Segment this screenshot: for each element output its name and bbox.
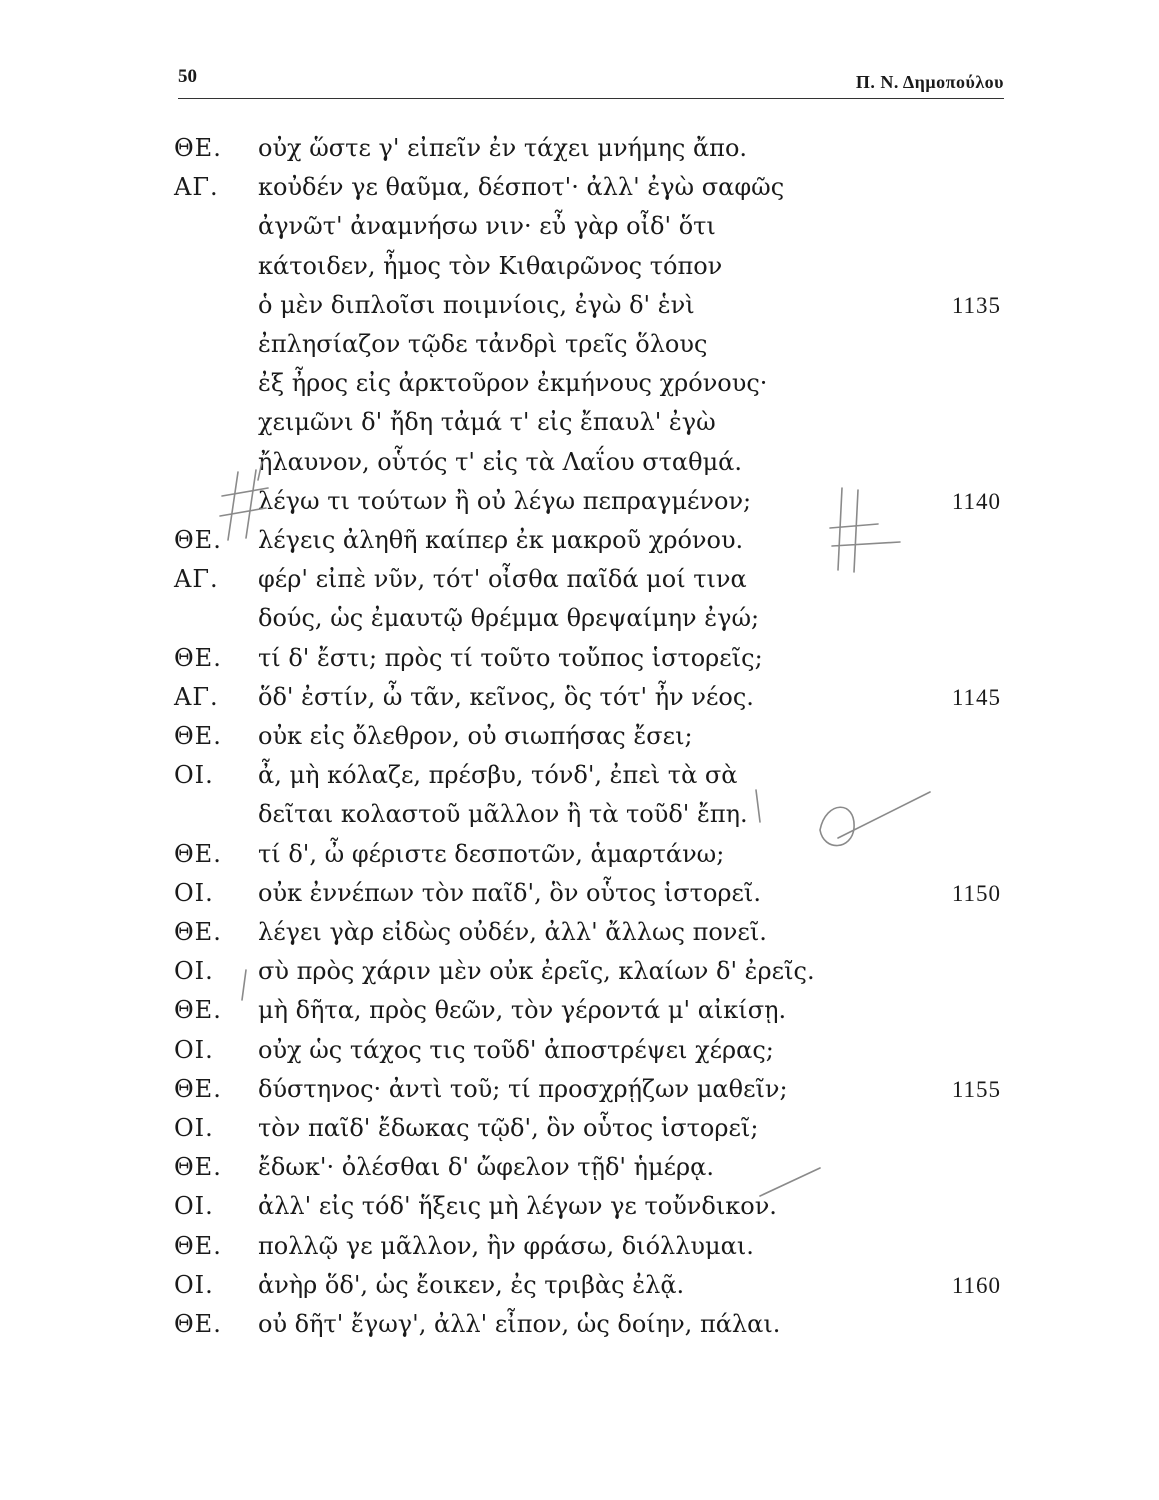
- speaker-label: ΘΕ.: [174, 722, 222, 750]
- verse-text: πολλῷ γε μᾶλλον, ἢν φράσω, διόλλυμαι.: [258, 1231, 754, 1260]
- verse-line: [0, 325, 1159, 364]
- verse-line: [0, 1031, 1159, 1070]
- running-head: Π. Ν. Δημοπούλου: [855, 72, 1004, 92]
- verse-text: δύστηνος· ἀντὶ τοῦ; τί προσχρῄζων μαθεῖν;: [258, 1074, 788, 1103]
- verse-line: [0, 1266, 1159, 1305]
- verse-line: [0, 364, 1159, 403]
- verse-text: ἀγνῶτ' ἀναμνήσω νιν· εὖ γὰρ οἶδ' ὅτι: [258, 212, 716, 241]
- line-number: 1155: [951, 1076, 1001, 1102]
- verse-text: τί δ' ἔστι; πρὸς τί τοῦτο τοὔπος ἱστορεῖς;: [258, 643, 763, 672]
- speaker-label: ΑΓ.: [174, 565, 219, 594]
- verse-text: τὸν παῖδ' ἔδωκας τῷδ', ὃν οὗτος ἱστορεῖ;: [258, 1114, 759, 1142]
- verse-line: [0, 1148, 1159, 1187]
- verse-text: ἤλαυνον, οὗτός τ' εἰς τὰ Λαΐου σταθμά.: [258, 447, 743, 476]
- verse-text: ἆ, μὴ κόλαζε, πρέσβυ, τόνδ', ἐπεὶ τὰ σὰ: [258, 761, 738, 790]
- line-number: 1135: [951, 292, 1001, 318]
- line-number: 1140: [951, 488, 1001, 514]
- line-number: 1150: [951, 880, 1001, 906]
- speaker-label: ΑΓ.: [174, 682, 219, 711]
- verse-line: [0, 952, 1159, 991]
- verse-text: οὐχ ὡς τάχος τις τοῦδ' ἀποστρέψει χέρας;: [258, 1035, 774, 1064]
- verse-line: [0, 207, 1159, 246]
- verse-text: κάτοιδεν, ἦμος τὸν Κιθαιρῶνος τόπον: [258, 251, 723, 280]
- verse-text: ἁνὴρ ὅδ', ὡς ἔοικεν, ἐς τριβὰς ἐλᾷ.: [258, 1270, 685, 1299]
- speaker-label: ΘΕ.: [174, 1231, 222, 1260]
- speaker-label: ΘΕ.: [174, 918, 222, 946]
- speaker-label: ΑΓ.: [174, 173, 219, 202]
- speaker-label: ΘΕ.: [174, 1310, 222, 1338]
- speaker-label: ΟΙ.: [174, 1192, 214, 1221]
- verse-text: οὐ δῆτ' ἔγωγ', ἀλλ' εἶπον, ὡς δοίην, πάλαι.: [258, 1310, 781, 1338]
- speaker-label: ΘΕ.: [174, 996, 222, 1025]
- speaker-label: ΟΙ.: [174, 1114, 214, 1142]
- verse-line: [0, 717, 1159, 756]
- verse-line: [0, 835, 1159, 874]
- verse-line: [0, 1070, 1159, 1109]
- verse-text: ἐπλησίαζον τῷδε τἀνδρὶ τρεῖς ὅλους: [258, 330, 708, 358]
- speaker-label: ΘΕ.: [174, 1153, 222, 1182]
- verse-text: ἐξ ἦρος εἰς ἀρκτοῦρον ἐκμήνους χρόνους·: [258, 369, 768, 398]
- speaker-label: ΟΙ.: [174, 878, 214, 907]
- verse-text: οὐκ ἐννέπων τὸν παῖδ', ὃν οὗτος ἱστορεῖ.: [258, 878, 761, 907]
- verse-text: δούς, ὡς ἐμαυτῷ θρέμμα θρεψαίμην ἐγώ;: [258, 604, 760, 633]
- verse-line: [0, 913, 1159, 952]
- line-number: 1160: [951, 1272, 1001, 1298]
- verse-line: [0, 795, 1159, 834]
- verse-line: [0, 247, 1159, 286]
- speaker-label: ΘΕ.: [174, 1074, 222, 1103]
- verse-line: [0, 1109, 1159, 1148]
- verse-line: [0, 639, 1159, 678]
- verse-text: λέγει γὰρ εἰδὼς οὐδέν, ἀλλ' ἄλλως πονεῖ.: [258, 918, 767, 946]
- page-number: 50: [178, 66, 197, 87]
- verse-text: χειμῶνι δ' ἤδη τἀμά τ' εἰς ἔπαυλ' ἐγὼ: [258, 408, 716, 437]
- verse-text: σὺ πρὸς χάριν μὲν οὐκ ἐρεῖς, κλαίων δ' ἐρεῖς.: [258, 957, 815, 986]
- speaker-label: ΘΕ.: [174, 643, 222, 672]
- speaker-label: ΘΕ.: [174, 134, 222, 162]
- verse-line: [0, 482, 1159, 521]
- verse-text: ἀλλ' εἰς τόδ' ἥξεις μὴ λέγων γε τοὔνδικον.: [258, 1192, 777, 1221]
- speaker-label: ΟΙ.: [174, 957, 214, 986]
- verse-line: [0, 443, 1159, 482]
- verse-line: [0, 1305, 1159, 1344]
- verse-line: [0, 560, 1159, 599]
- verse-line: [0, 521, 1159, 560]
- verse-line: [0, 129, 1159, 168]
- verse-text: οὐχ ὥστε γ' εἰπεῖν ἐν τάχει μνήμης ἄπο.: [258, 134, 748, 162]
- verse-line: [0, 168, 1159, 207]
- verse-line: [0, 756, 1159, 795]
- verse-line: [0, 991, 1159, 1030]
- verse-line: [0, 678, 1159, 717]
- speaker-label: ΘΕ.: [174, 839, 222, 868]
- verse-text: φέρ' εἰπὲ νῦν, τότ' οἶσθα παῖδά μοί τινα: [258, 565, 747, 594]
- speaker-label: ΟΙ.: [174, 761, 214, 790]
- verse-line: [0, 874, 1159, 913]
- verse-text: λέγεις ἀληθῆ καίπερ ἐκ μακροῦ χρόνου.: [258, 526, 744, 554]
- verse-text: κοὐδέν γε θαῦμα, δέσποτ'· ἀλλ' ἐγὼ σαφῶς: [258, 173, 785, 202]
- verse-text: ὅδ' ἐστίν, ὦ τᾶν, κεῖνος, ὃς τότ' ἦν νέος.: [258, 682, 754, 711]
- line-number: 1145: [951, 684, 1001, 710]
- speaker-label: ΟΙ.: [174, 1035, 214, 1064]
- speaker-label: ΘΕ.: [174, 526, 222, 554]
- verse-text: μὴ δῆτα, πρὸς θεῶν, τὸν γέροντά μ' αἰκίσῃ.: [258, 996, 787, 1025]
- verse-line: [0, 403, 1159, 442]
- verse-line: [0, 286, 1159, 325]
- speaker-label: ΟΙ.: [174, 1270, 214, 1299]
- verse-line: [0, 1227, 1159, 1266]
- verse-line: [0, 1187, 1159, 1226]
- verse-text: δεῖται κολαστοῦ μᾶλλον ἢ τὰ τοῦδ' ἔπη.: [258, 800, 748, 829]
- verse-line: [0, 599, 1159, 638]
- verse-text: ὁ μὲν διπλοῖσι ποιμνίοις, ἐγὼ δ' ἑνὶ: [258, 290, 695, 319]
- verse-text: οὐκ εἰς ὄλεθρον, οὐ σιωπήσας ἔσει;: [258, 722, 693, 750]
- verse-text: τί δ', ὦ φέριστε δεσποτῶν, ἁμαρτάνω;: [258, 839, 725, 868]
- verse-text: ἔδωκ'· ὀλέσθαι δ' ὤφελον τῇδ' ἡμέρᾳ.: [258, 1153, 714, 1182]
- verse-text: λέγω τι τούτων ἢ οὐ λέγω πεπραγμένον;: [258, 486, 752, 515]
